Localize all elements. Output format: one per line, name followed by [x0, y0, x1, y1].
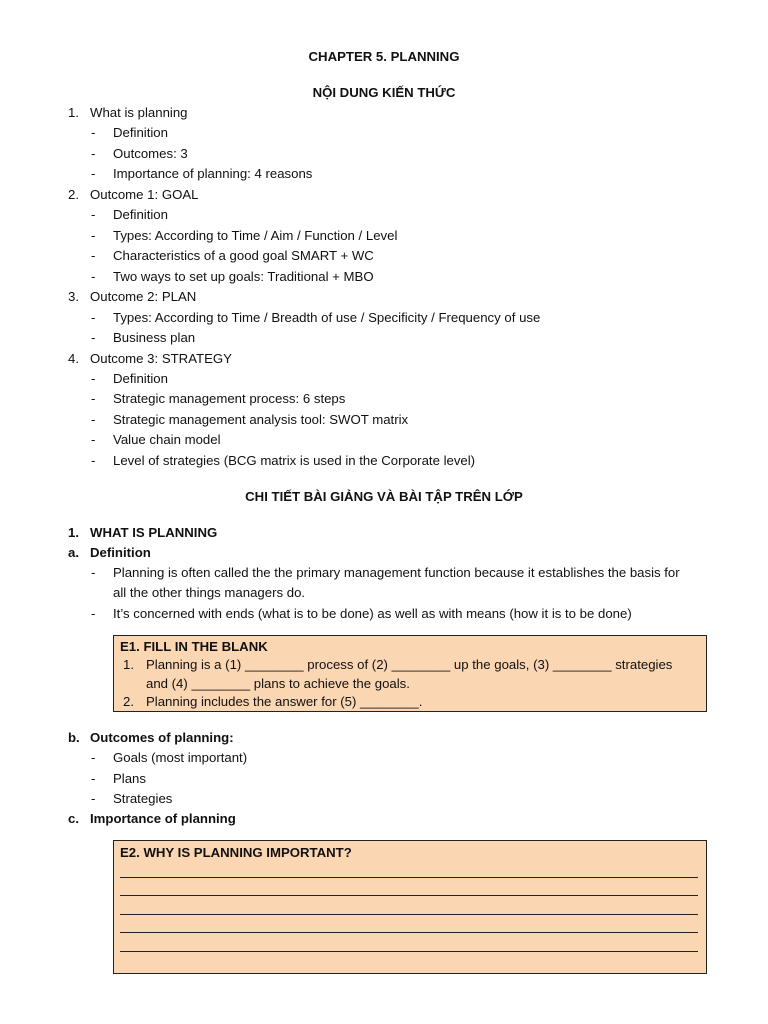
- exercise-title: E1. FILL IN THE BLANK: [120, 639, 268, 654]
- outline-number: 1.: [68, 105, 79, 120]
- outline-item-label: Outcome 2: PLAN: [90, 289, 197, 304]
- outline-item-label: Outcome 3: STRATEGY: [90, 351, 232, 366]
- bullet-dash: -: [91, 207, 96, 222]
- answer-line: [120, 932, 698, 933]
- section-heading-content: NỘI DUNG KIẾN THỨC: [312, 85, 456, 100]
- outline-subitem: Definition: [113, 207, 168, 222]
- bullet-dash: -: [91, 750, 96, 765]
- exercise-why-important-box: [113, 840, 707, 974]
- outcome-item: Goals (most important): [113, 750, 248, 765]
- outcome-item: Strategies: [113, 791, 173, 806]
- definition-text: Planning is often called the the primary management function because it establishes the basis for: [113, 565, 680, 580]
- bullet-dash: -: [91, 432, 96, 447]
- outline-subitem: Strategic management process: 6 steps: [113, 391, 346, 406]
- heading-what-is-planning: WHAT IS PLANNING: [90, 525, 218, 540]
- answer-line: [120, 951, 698, 952]
- question-number: 2.: [123, 694, 134, 709]
- bullet-dash: -: [91, 166, 96, 181]
- outline-item-label: What is planning: [90, 105, 188, 120]
- bullet-dash: -: [91, 771, 96, 786]
- outline-item-label: Outcome 1: GOAL: [90, 187, 199, 202]
- heading-number: 1.: [68, 525, 79, 540]
- outline-subitem: Strategic management analysis tool: SWOT matrix: [113, 412, 409, 427]
- question-text: Planning is a (1) ________ process of (2) ________ up the goals, (3) ________ strategies: [146, 657, 673, 672]
- bullet-dash: -: [91, 412, 96, 427]
- bullet-dash: -: [91, 310, 96, 325]
- outline-subitem: Outcomes: 3: [113, 146, 188, 161]
- question-text: Planning includes the answer for (5) ________.: [146, 694, 423, 709]
- bullet-dash: -: [91, 371, 96, 386]
- subheading-importance: Importance of planning: [90, 811, 236, 826]
- outline-subitem: Types: According to Time / Breadth of use / Specificity / Frequency of use: [113, 310, 541, 325]
- bullet-dash: -: [91, 330, 96, 345]
- definition-text: It’s concerned with ends (what is to be done) as well as with means (how it is to be done): [113, 606, 632, 621]
- answer-line: [120, 914, 698, 915]
- outline-subitem: Importance of planning: 4 reasons: [113, 166, 313, 181]
- outline-subitem: Value chain model: [113, 432, 221, 447]
- outline-subitem: Two ways to set up goals: Traditional + MBO: [113, 269, 374, 284]
- subheading-letter: c.: [68, 811, 79, 826]
- subheading-outcomes: Outcomes of planning:: [90, 730, 234, 745]
- bullet-dash: -: [91, 565, 96, 580]
- outcome-item: Plans: [113, 771, 146, 786]
- bullet-dash: -: [91, 606, 96, 621]
- question-text-continued: and (4) ________ plans to achieve the goals.: [146, 676, 410, 691]
- exercise-fill-in-blank-box: [113, 635, 707, 712]
- subheading-letter: b.: [68, 730, 80, 745]
- subheading-letter: a.: [68, 545, 79, 560]
- answer-line: [120, 895, 698, 896]
- bullet-dash: -: [91, 228, 96, 243]
- bullet-dash: -: [91, 146, 96, 161]
- bullet-dash: -: [91, 391, 96, 406]
- answer-line: [120, 877, 698, 878]
- bullet-dash: -: [91, 791, 96, 806]
- bullet-dash: -: [91, 125, 96, 140]
- bullet-dash: -: [91, 453, 96, 468]
- outline-subitem: Definition: [113, 125, 168, 140]
- outline-number: 4.: [68, 351, 79, 366]
- page-title: CHAPTER 5. PLANNING: [308, 49, 460, 64]
- outline-subitem: Definition: [113, 371, 168, 386]
- outline-subitem: Business plan: [113, 330, 196, 345]
- definition-text-continued: all the other things managers do.: [113, 585, 306, 600]
- bullet-dash: -: [91, 248, 96, 263]
- outline-number: 2.: [68, 187, 79, 202]
- outline-subitem: Characteristics of a good goal SMART + WC: [113, 248, 374, 263]
- outline-number: 3.: [68, 289, 79, 304]
- question-number: 1.: [123, 657, 134, 672]
- section-heading-lecture: CHI TIẾT BÀI GIẢNG VÀ BÀI TẬP TRÊN LỚP: [245, 489, 523, 504]
- outline-subitem: Level of strategies (BCG matrix is used in the Corporate level): [113, 453, 476, 468]
- outline-subitem: Types: According to Time / Aim / Function / Level: [113, 228, 398, 243]
- subheading-definition: Definition: [90, 545, 151, 560]
- bullet-dash: -: [91, 269, 96, 284]
- exercise-title: E2. WHY IS PLANNING IMPORTANT?: [120, 845, 352, 860]
